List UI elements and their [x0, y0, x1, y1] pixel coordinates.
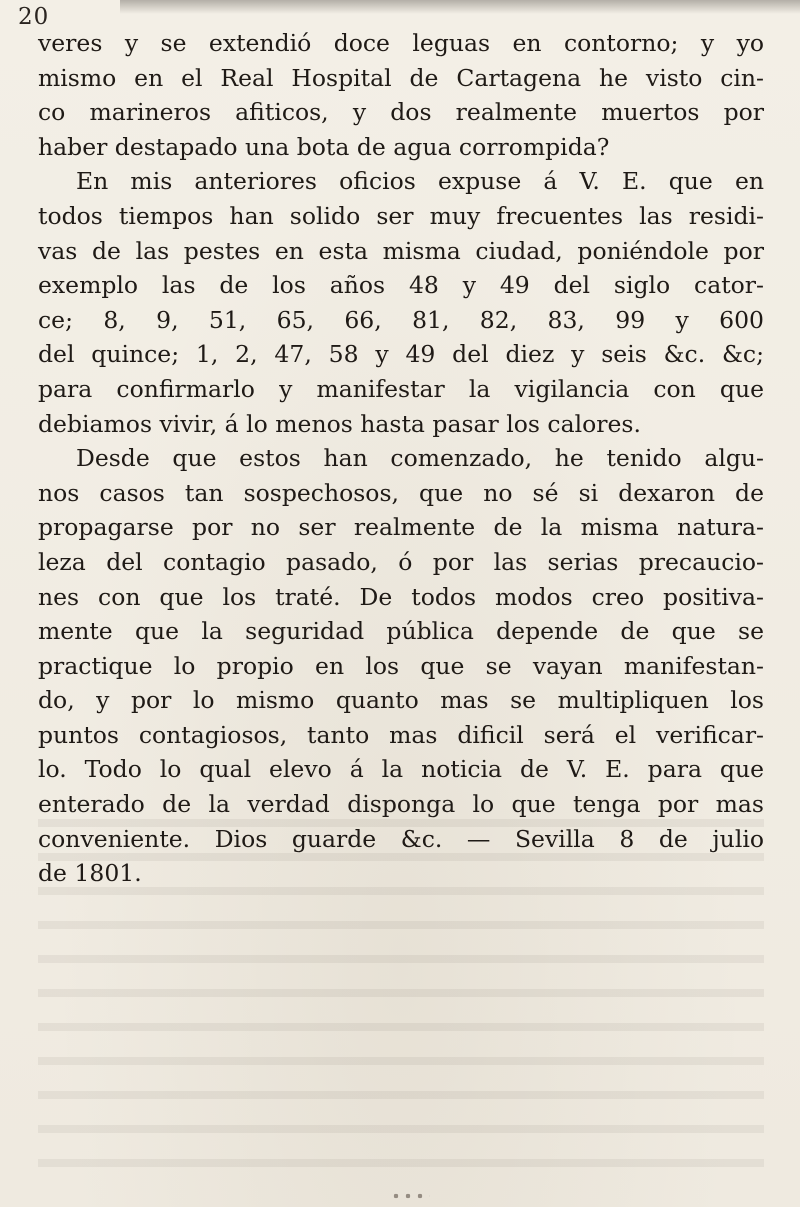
text-line: exemplo las de los años 48 y 49 del siglo cator- [38, 271, 764, 300]
text-line: de 1801. [38, 859, 142, 888]
text-line: vas de las pestes en esta misma ciudad, poniéndole por [38, 236, 764, 265]
text-line: todos tiempos han solido ser muy frecuentes las residi- [38, 201, 764, 230]
binding-shadow [120, 0, 800, 14]
text-line: leza del contagio pasado, ó por las serias precaucio- [38, 547, 764, 576]
text-line: debiamos vivir, á lo menos hasta pasar los calores. [38, 409, 641, 438]
text-line: para confirmarlo y manifestar la vigilancia con que [38, 374, 764, 403]
text-line: puntos contagiosos, tanto mas dificil será el verificar- [38, 720, 764, 749]
text-line: practique lo propio en los que se vayan manifestan- [38, 651, 764, 680]
text-line: Desde que estos han comenzado, he tenido algu- [76, 444, 764, 473]
text-line: En mis anteriores oficios expuse á V. E. que en [76, 167, 764, 196]
text-line: conveniente. Dios guarde &c. — Sevilla 8 de julio [38, 824, 764, 853]
text-line: nos casos tan sospechosos, que no sé si dexaron de [38, 478, 764, 507]
text-line: del quince; 1, 2, 47, 58 y 49 del diez y seis &c. &c; [38, 340, 764, 369]
bleed-through-marks [390, 1192, 430, 1200]
text-line: lo. Todo lo qual elevo á la noticia de V. E. para que [38, 755, 764, 784]
text-line: do, y por lo mismo quanto mas se multipliquen los [38, 686, 764, 715]
text-line: co marineros afiticos, y dos realmente muertos por [38, 98, 764, 127]
text-line: haber destapado una bota de agua corrompida? [38, 132, 610, 161]
text-line: ce; 8, 9, 51, 65, 66, 81, 82, 83, 99 y 600 [38, 305, 764, 334]
text-line: mente que la seguridad pública depende de que se [38, 617, 764, 646]
body-text [38, 26, 764, 891]
text-line: mismo en el Real Hospital de Cartagena he visto cin- [38, 63, 764, 92]
bleed-through-text [38, 805, 764, 1185]
text-line: veres y se extendió doce leguas en contorno; y yo [38, 29, 764, 57]
text-line: nes con que los traté. De todos modos creo positiva- [38, 582, 764, 611]
page-number: 20 [18, 4, 50, 30]
text-line: enterado de la verdad disponga lo que tenga por mas [38, 790, 764, 819]
text-line: propagarse por no ser realmente de la misma natura- [38, 513, 764, 542]
